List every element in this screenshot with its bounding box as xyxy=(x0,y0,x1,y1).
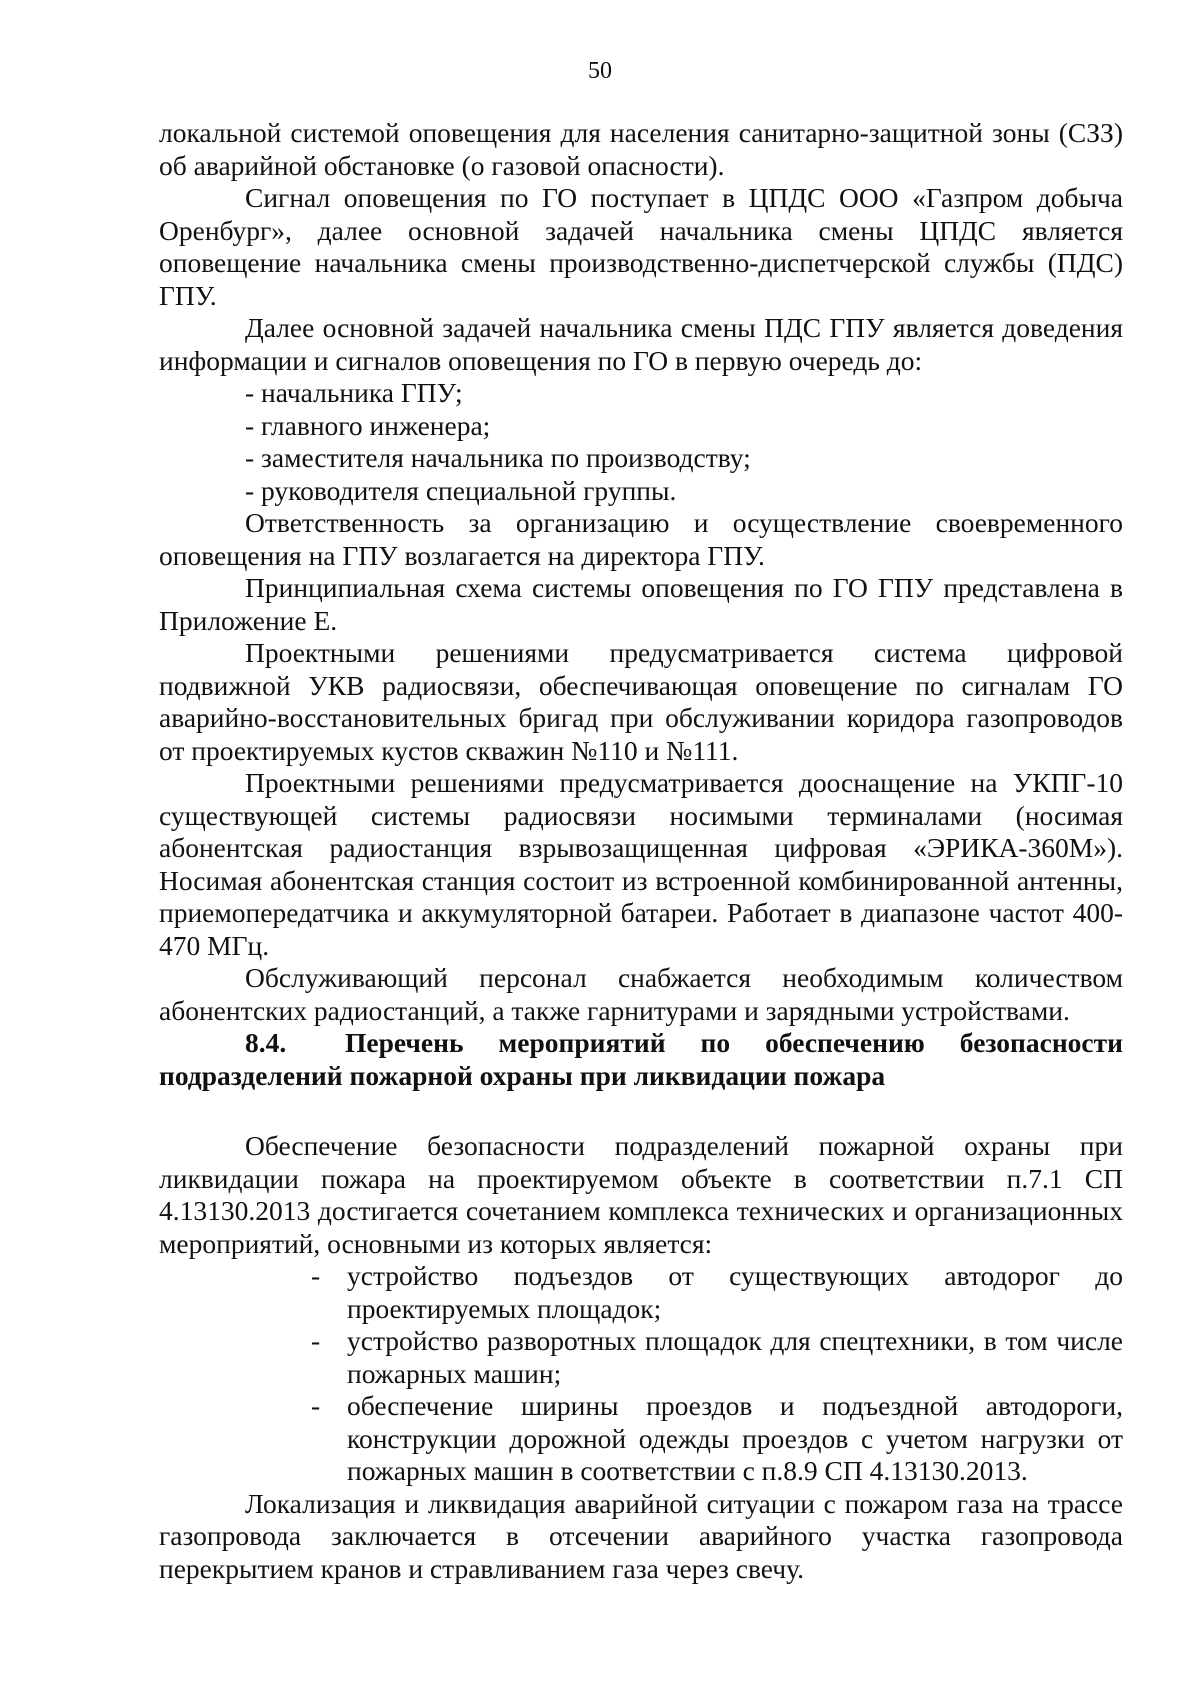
paragraph: Ответственность за организацию и осуществление своевременного оповещения на ГПУ возлагается на директора ГПУ. xyxy=(159,507,1123,571)
paragraph: Обслуживающий персонал снабжается необходимым количеством абонентских радиостанций, а также гарнитурами и зарядными устройствами. xyxy=(159,962,1123,1026)
bullet-mark: - xyxy=(311,1390,321,1421)
paragraph: Проектными решениями предусматривается дооснащение на УКПГ-10 существующей системы радиосвязи носимыми терминалами (носимая абонентская радиостанция взрывозащищенная цифровая «ЭРИКА-360М»). Носимая абонентская станция состоит из встроенной комбинированной антенны, приемопередатчика и аккумуляторной батареи. Работает в диапазоне частот 400-470 МГц. xyxy=(159,767,1123,961)
paragraph: локальной системой оповещения для населения санитарно-защитной зоны (СЗЗ) об аварийной обстановке (о газовой опасности). xyxy=(159,117,1123,181)
dash-list-item: - начальника ГПУ; xyxy=(245,377,463,408)
paragraph: Проектными решениями предусматривается система цифровой подвижной УКВ радиосвязи, обеспечивающая оповещение по сигналам ГО аварийно-восстановительных бригад при обслуживании коридора газопроводов от проектируемых кустов скважин №110 и №111. xyxy=(159,637,1123,766)
bullet-item xyxy=(159,1260,1123,1325)
section-heading xyxy=(159,1027,1123,1092)
bullet-mark: - xyxy=(311,1260,321,1291)
section-spacer xyxy=(159,1092,1123,1130)
paragraph: Принципиальная схема системы оповещения по ГО ГПУ представлена в Приложение Е. xyxy=(159,572,1123,636)
bullet-list xyxy=(159,1260,1123,1488)
paragraph: Сигнал оповещения по ГО поступает в ЦПДС ООО «Газпром добыча Оренбург», далее основной задачей начальника смены ЦПДС является оповещение начальника смены производственно-диспетчерской службы (ПДС) ГПУ. xyxy=(159,182,1123,311)
bullet-text: обеспечение ширины проездов и подъездной автодороги, конструкции дорожной одежды проездов с учетом нагрузки от пожарных машин в соответствии с п.8.9 СП 4.13130.2013. xyxy=(347,1390,1123,1486)
closing-paragraph: Локализация и ликвидация аварийной ситуации с пожаром газа на трассе газопровода заключается в отсечении аварийного участка газопровода перекрытием кранов и стравливанием газа через свечу. xyxy=(159,1487,1123,1584)
page-body xyxy=(159,117,1123,1585)
dash-list-item: - заместителя начальника по производству; xyxy=(245,442,751,473)
bullet-mark: - xyxy=(311,1325,321,1356)
bullet-text: устройство подъездов от существующих автодорог до проектируемых площадок; xyxy=(347,1260,1123,1324)
section-title: Перечень мероприятий по обеспечению безопасности подразделений пожарной охраны при ликвидации пожара xyxy=(159,1027,1123,1091)
section-number: 8.4. xyxy=(245,1027,287,1058)
page-number: 50 xyxy=(588,58,612,84)
bullet-item xyxy=(159,1390,1123,1488)
dash-list-item: - главного инженера; xyxy=(245,409,491,441)
bullet-item xyxy=(159,1325,1123,1390)
dash-list-item: - руководителя специальной группы. xyxy=(245,474,677,506)
paragraph: Далее основной задачей начальника смены ПДС ГПУ является доведения информации и сигналов оповещения по ГО в первую очередь до: xyxy=(159,312,1123,376)
bullet-text: устройство разворотных площадок для спецтехники, в том числе пожарных машин; xyxy=(347,1325,1123,1389)
section-intro: Обеспечение безопасности подразделений пожарной охраны при ликвидации пожара на проектируемом объекте в соответствии п.7.1 СП 4.13130.2013 достигается сочетанием комплекса технических и организационных мероприятий, основными из которых является: xyxy=(159,1130,1123,1259)
